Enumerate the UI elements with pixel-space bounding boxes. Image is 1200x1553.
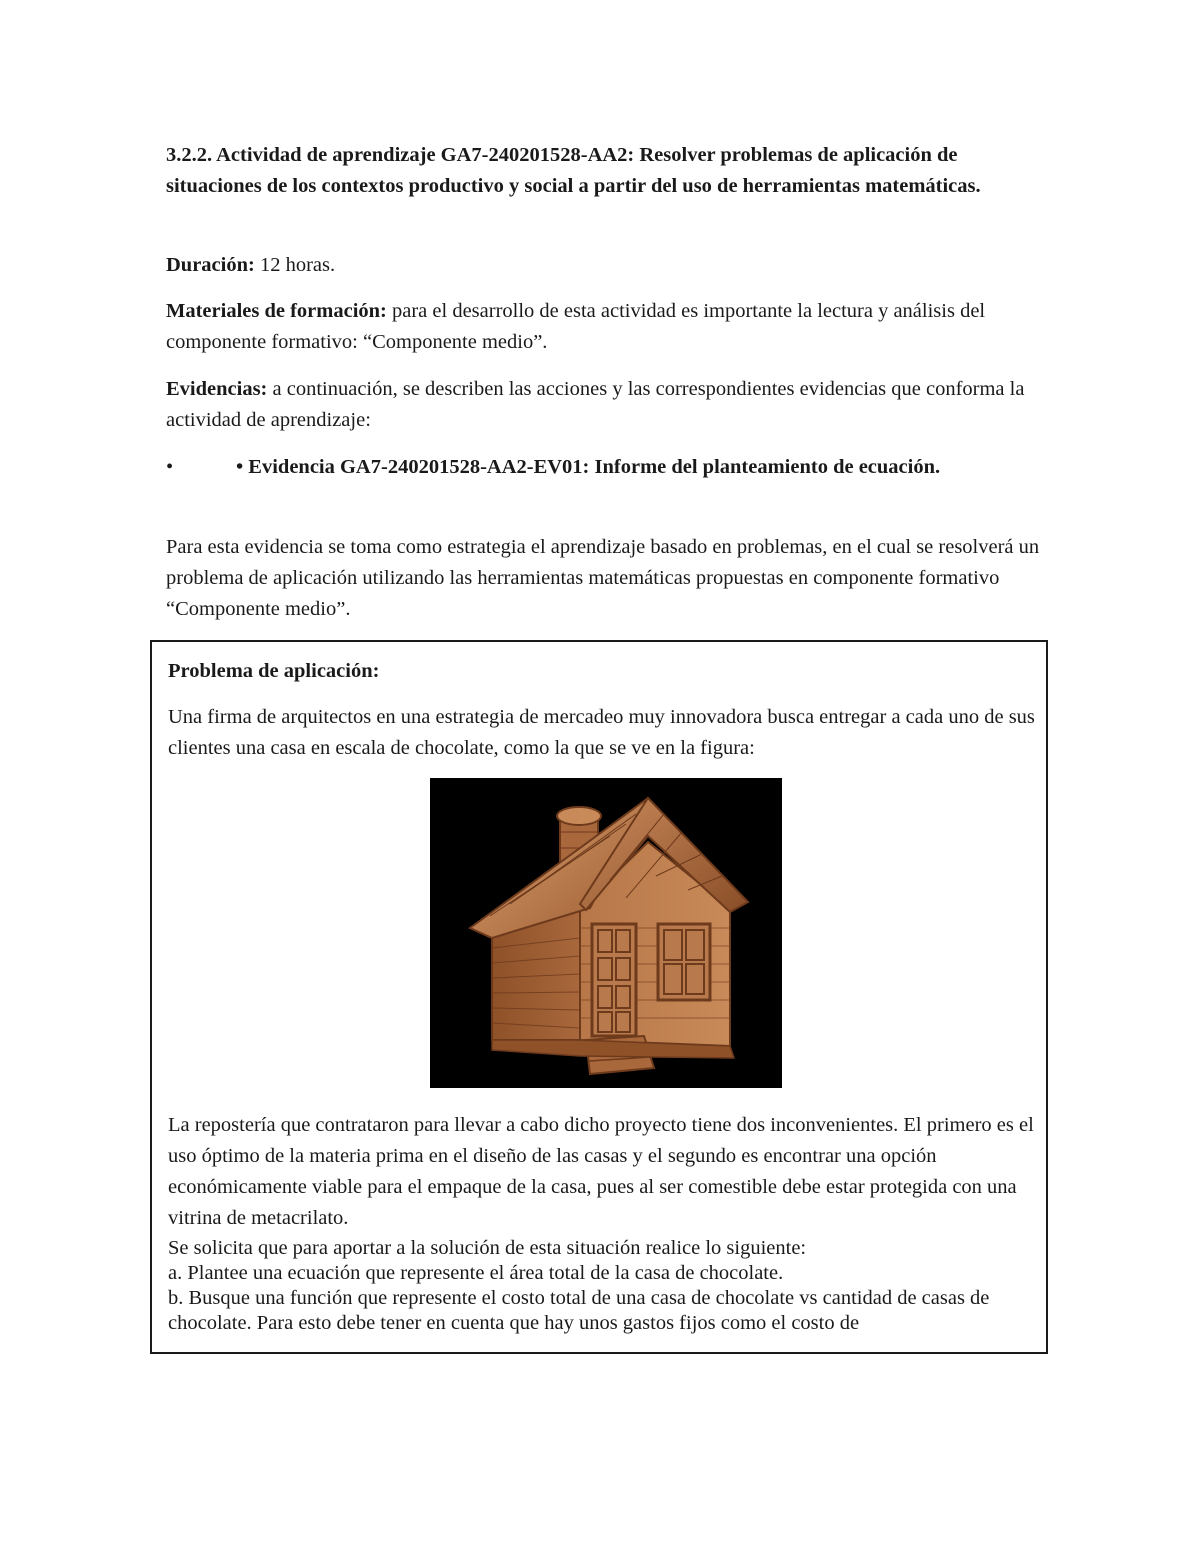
evidence-bullet-item xyxy=(166,452,1056,483)
evidence-bullet-text: • Evidencia GA7-240201528-AA2-EV01: Informe del planteamiento de ecuación. xyxy=(236,456,941,478)
duracion-label: Duración: xyxy=(166,254,255,276)
materiales-text: para el desarrollo de esta actividad es importante la lectura y análisis del componente formativo: “Componente medio”. xyxy=(166,300,986,353)
problem-intro: Una firma de arquitectos en una estrategia de mercadeo muy innovadora busca entregar a cada uno de sus clientes una casa en escala de chocolate, como la que se ve en la figura: xyxy=(168,706,1035,759)
bullet-marker: • xyxy=(166,456,174,478)
window xyxy=(658,924,710,1000)
duracion-value: 12 horas. xyxy=(254,254,336,276)
activity-heading: 3.2.2. Actividad de aprendizaje GA7-240201528-AA2: Resolver problemas de aplicación de situaciones de los contextos productivo y social a partir del uso de herramientas matemáticas. xyxy=(166,144,981,197)
item-b: b. Busque una función que represente el costo total de una casa de chocolate vs cantidad de casas de chocolate. Para esto debe tener en cuenta que hay unos gastos fijos como el costo de xyxy=(168,1287,990,1334)
problem-title: Problema de aplicación: xyxy=(168,660,380,682)
evidencias-text: a continuación, se describen las acciones y las correspondientes evidencias que conforma la actividad de aprendizaje: xyxy=(166,378,1025,431)
reposteria-paragraph: La repostería que contrataron para llevar a cabo dicho proyecto tiene dos inconvenientes. El primero es el uso óptimo de la materia prima en el diseño de las casas y el segundo es encontrar una opción económicamente viable para el empaque de la casa, pues al ser comestible debe estar protegida con una vitrina de metacrilato. xyxy=(168,1114,1034,1229)
evidencias-label: Evidencias: xyxy=(166,378,268,400)
materiales-label: Materiales de formación: xyxy=(166,300,387,322)
item-a: a. Plantee una ecuación que represente el área total de la casa de chocolate. xyxy=(168,1262,784,1284)
duracion-paragraph xyxy=(166,250,1056,281)
materiales-paragraph xyxy=(166,296,1056,358)
solicita-block xyxy=(168,1236,1038,1336)
chocolate-house-image xyxy=(430,778,782,1088)
evidencias-paragraph xyxy=(166,374,1056,436)
problem-box xyxy=(150,640,1048,1354)
estrategia-paragraph: Para esta evidencia se toma como estrategia el aprendizaje basado en problemas, en el cual se resolverá un problema de aplicación utilizando las herramientas matemáticas propuestas en componente formativo “Componente medio”. xyxy=(166,536,1040,620)
solicita-line: Se solicita que para aportar a la solución de esta situación realice lo siguiente: xyxy=(168,1237,807,1259)
